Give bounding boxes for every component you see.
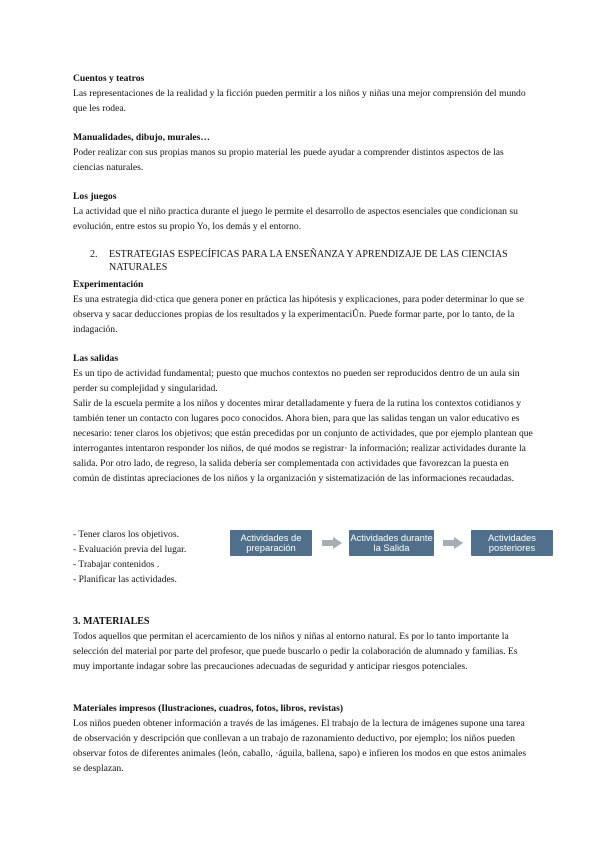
salidas-checklist <box>73 527 223 587</box>
section-2-title: ESTRATEGIAS ESPECÍFICAS PARA LA ENSEÑANZA Y APRENDIZAJE DE LAS CIENCIAS NATURALES <box>109 249 508 273</box>
flow-step-preparacion: Actividades de preparación <box>230 530 312 556</box>
salidas-text-1: Es un tipo de actividad fundamental; puesto que muchos contextos no pueden ser reproducidos dentro de un aula sin perder su complejidad y singularidad. <box>73 368 520 394</box>
salidas-heading: Las salidas <box>73 353 119 364</box>
section-materiales <box>73 629 533 674</box>
manualidades-text: Poder realizar con sus propias manos su propio material les puede ayudar a comprender distintos aspectos de las ciencias naturales. <box>73 147 504 173</box>
materiales-text: Todos aquellos que permitan el acercamiento de los niños y niñas al entorno natural. Es por lo tanto importante la selección del material por parte del profesor, que puede buscarlo o pedir la colaboración de alumnado y familias. Es muy importante indagar sobre las precauciones adecuadas de seguridad y anticipar riesgos potenciales. <box>73 631 518 672</box>
manualidades-heading: Manualidades, dibujo, murales… <box>73 132 211 143</box>
list-item: - Tener claros los objetivos. <box>73 529 179 540</box>
cuentos-text: Las representaciones de la realidad y la ficción pueden permitir a los niños y niñas una mejor comprensión del mundo que les rodea. <box>73 88 526 114</box>
section-manualidades <box>73 130 533 175</box>
flow-step-posteriores: Actividades posteriores <box>471 530 553 556</box>
arrow-right-icon <box>322 537 342 549</box>
section-impresos <box>73 701 533 776</box>
activities-flow-diagram <box>230 530 536 556</box>
section-experimentacion <box>73 277 533 337</box>
list-item: - Planificar las actividades. <box>73 574 177 585</box>
impresos-text: Los niños pueden obtener información a través de las imágenes. El trabajo de la lectura de imágenes supone una tarea de observación y descripción que conllevan a un trabajo de razonamiento deductivo, por ejemplo; los niños pueden observar fotos de diferentes animales (león, caballo, ·águila, ballena, sapo) e infieren los modos en que estos animales se desplazan. <box>73 718 527 774</box>
section-juegos <box>73 189 533 234</box>
impresos-heading: Materiales impresos (Ilustraciones, cuadros, fotos, libros, revistas) <box>73 703 344 714</box>
section-cuentos <box>73 71 533 116</box>
cuentos-heading: Cuentos y teatros <box>73 73 145 84</box>
section-2-number: 2. <box>90 249 98 260</box>
experimentacion-text: Es una estrategia did·ctica que genera poner en práctica las hipótesis y explicaciones, para poder determinar lo que se observa y sacar deducciones propias de los resultados y la experimentaciÛn. Puede formar parte, por lo tanto, de la indagación. <box>73 294 524 335</box>
juegos-text: La actividad que el niño practica durante el juego le permite el desarrollo de aspectos esenciales que condicionan su evolución, entre estos su propio Yo, los demás y el entorno. <box>73 206 518 232</box>
list-item: - Trabajar contenidos . <box>73 559 160 570</box>
section-3-heading: 3. MATERIALES <box>73 616 150 627</box>
juegos-heading: Los juegos <box>73 191 117 202</box>
section-salidas <box>73 351 533 486</box>
experimentacion-heading: Experimentación <box>73 279 144 290</box>
list-item: - Evaluación previa del lugar. <box>73 544 187 555</box>
arrow-right-icon <box>443 537 463 549</box>
salidas-text-2: Salir de la escuela permite a los niños y docentes mirar detalladamente y fuera de la rutina los contextos cotidianos y también tener un contacto con lugares poco conocidos. Ahora bien, para que las salidas tengan un valor educativo es necesario: tener claros los objetivos; que están precedidas por un conjunto de actividades, que por ejemplo plantean que interrogantes intentaron responder los niños, de qué modos se registrar· la información; realizar actividades durante la salida. Por otro lado, de regreso, la salida debería ser complementada con actividades que favorezcan la puesta en común de distintas apreciaciones de los niños y la organización y sistematización de las informaciones recaudadas. <box>73 398 533 484</box>
flow-step-durante: Actividades durante la Salida <box>349 530 434 556</box>
